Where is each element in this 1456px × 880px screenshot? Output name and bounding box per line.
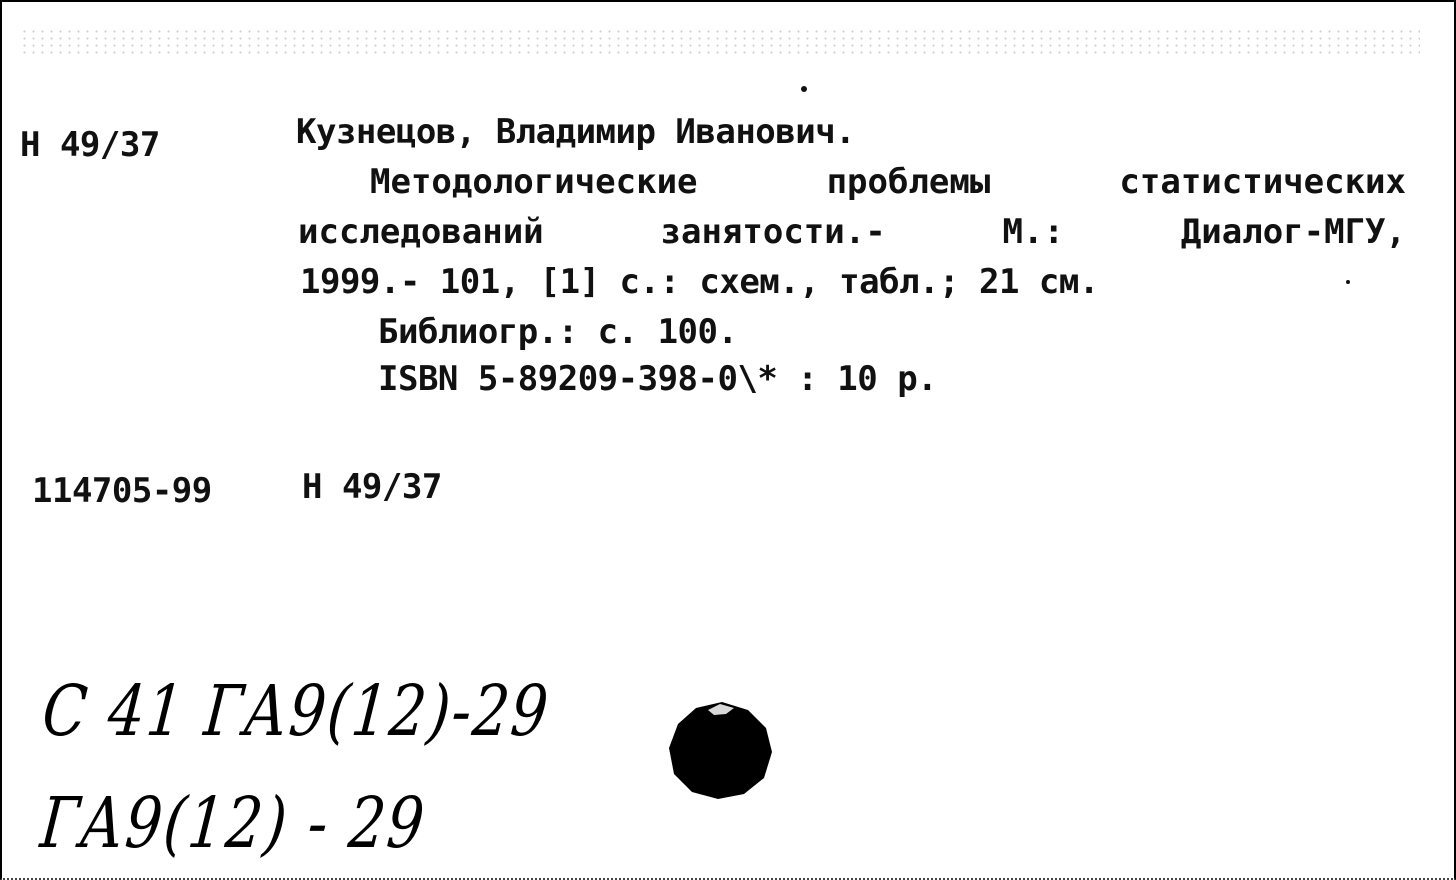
title-word: Диалог-МГУ,	[1180, 212, 1406, 252]
punch-hole	[668, 700, 774, 800]
call-number-top: Н 49/37	[20, 125, 160, 165]
handwritten-classification-1: С 41 ГА9(12)-29	[39, 670, 553, 752]
call-number-bottom: Н 49/37	[302, 467, 442, 507]
title-word: исследований	[298, 212, 544, 252]
bibliography-note: Библиогр.: с. 100.	[378, 312, 738, 352]
author-heading: Кузнецов, Владимир Иванович.	[296, 112, 856, 152]
title-line-2	[298, 212, 1406, 252]
imprint-line: 1999.- 101, [1] с.: схем., табл.; 21 см.	[300, 262, 1099, 302]
title-word: проблемы	[826, 162, 991, 202]
title-word: Методологические	[370, 162, 698, 202]
title-word: занятости.-	[660, 212, 886, 252]
accession-number: 114705-99	[32, 471, 212, 511]
handwritten-classification-2: ГА9(12) - 29	[37, 782, 429, 864]
title-word: статистических	[1119, 162, 1406, 202]
title-word: М.:	[1002, 212, 1064, 252]
ink-speck	[801, 86, 807, 92]
title-line-1	[370, 162, 1406, 202]
isbn-line: ISBN 5-89209-398-0\* : 10 р.	[378, 359, 938, 399]
ink-speck	[1346, 280, 1350, 284]
scan-noise	[20, 28, 1420, 58]
